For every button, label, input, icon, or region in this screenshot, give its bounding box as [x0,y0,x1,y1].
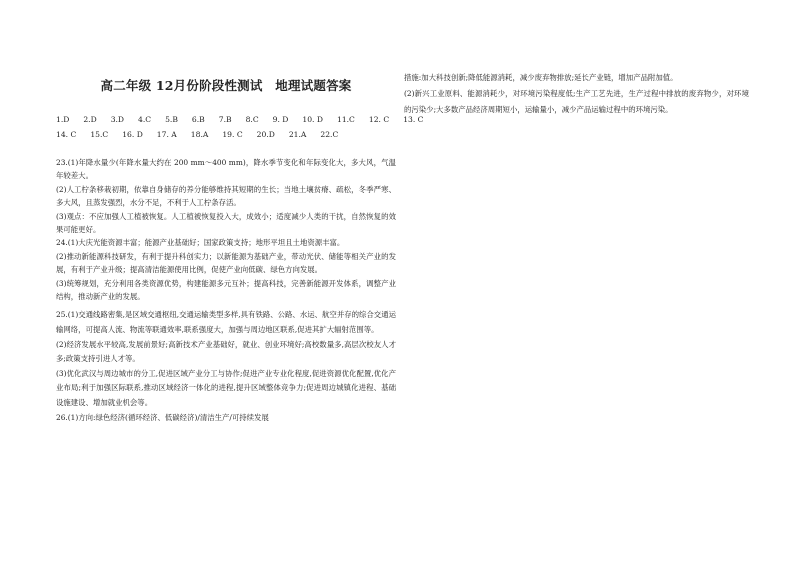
answer-item: 14. C [56,130,77,139]
question-24 [56,236,396,303]
q24-part-1: 24.(1)大庆光能资源丰富；能源产业基础好；国家政策支持；地形平坦且土地资源丰富。 [56,238,345,248]
q25-part-3: (3)优化武汉与周边城市的分工,促进区域产业分工与协作;促进产业专业化程度,促进资源优化配置,优化产业布局;利于加强区际联系,推动区域经济一体化的进程,提升区域整体竞争力;促进周边城镇化进程、基础设施建设、增加就业机会等。 [56,368,396,408]
answer-item: 21.A [288,130,307,139]
answer-item: 5.B [165,115,178,124]
q25-part-1: 25.(1)交通线路密集,是区域交通枢纽,交通运输类型多样,具有铁路、公路、水运、航空并存的综合交通运输网络，可提高人流、物流等联通效率,联系强度大，加强与周边地区联系,促进其扩大辐射范围等。 [56,310,396,335]
page-title: 高二年级 12月份阶段性测试 地理试题答案 [100,78,352,93]
right-column [404,70,749,118]
q25-part-2: (2)经济发展水平较高,发展前景好;高新技术产业基础好，就业、创业环境好;高校数量多,高层次校友人才多;政策支持引进人才等。 [56,339,396,364]
answer-item: 9. D [272,115,289,124]
q23-part-2: (2)人工柠条移栽初期，依靠自身储存的养分能够维持其短期的生长；当地土壤贫瘠、疏松，冬季严寒、多大风，且蒸发强烈，水分不足，不利于人工柠条存活。 [56,184,396,208]
answer-item: 13. C [403,115,424,124]
question-26 [56,411,396,426]
answer-item: 15.C [90,130,109,139]
multiple-choice-answers [56,112,424,142]
answer-item: 19. C [222,130,243,139]
question-25 [56,308,396,410]
question-23 [56,156,396,236]
answer-item: 7.B [218,115,232,124]
answers-row-1 [56,112,424,127]
answer-item: 2.D [83,115,97,124]
answer-item: 8.C [245,115,259,124]
q23-part-3: (3)观点：不应加强人工植被恢复。人工植被恢复投入大，成效小；适度减少人类的干扰，自然恢复的效果可能更好。 [56,211,396,235]
answer-item: 18.A [190,130,209,139]
answers-row-2 [56,127,396,142]
q24-part-3: (3)统筹规划，充分利用各类资源优势，构建能源多元互补；提高科技，完善新能源开发体系，调整产业结构，推动新产业的发展。 [56,278,396,302]
q26-part-1: 26.(1)方向:绿色经济(循环经济、低碳经济)/清洁生产/可持续发展 [56,412,269,422]
answer-item: 20.D [256,130,275,139]
answer-item: 17. A [156,130,177,139]
q26-part-2: (2)新兴工业原料、能源消耗少，对环境污染程度低;生产工艺先进，生产过程中排放的废弃物少，对环境的污染少;大多数产品经济周期短小，运输量小，减少产品运输过程中的环境污染。 [404,89,749,114]
q23-part-1: 23.(1)年降水量少(年降水量大约在 200 mm～400 mm)，降水季节变化和年际变化大，多大风，气温年较差大。 [56,158,396,181]
answer-item: 3.D [110,115,125,124]
answer-item: 11.C [336,115,355,124]
answer-item: 6.B [191,115,205,124]
answer-item: 4.C [138,115,152,124]
answer-item: 16. D [122,130,143,139]
q24-part-2: (2)推动新能源科技研发，有利于提升科创实力；以新能源为基础产业，带动光伏、储能等相关产业的发展，有利于产业升级；提高清洁能源使用比例，促使产业向低碳、绿色方向发展。 [56,251,396,275]
answer-item: 10. D [302,115,323,124]
q26-measures: 措施:加大科技创新;降低能源消耗，减少废弃物排放;延长产业链，增加产品附加值。 [404,73,678,82]
answer-item: 12. C [368,115,390,124]
left-column [56,70,424,425]
answer-item: 1.D [56,115,70,124]
answer-item: 22.C [320,130,339,139]
